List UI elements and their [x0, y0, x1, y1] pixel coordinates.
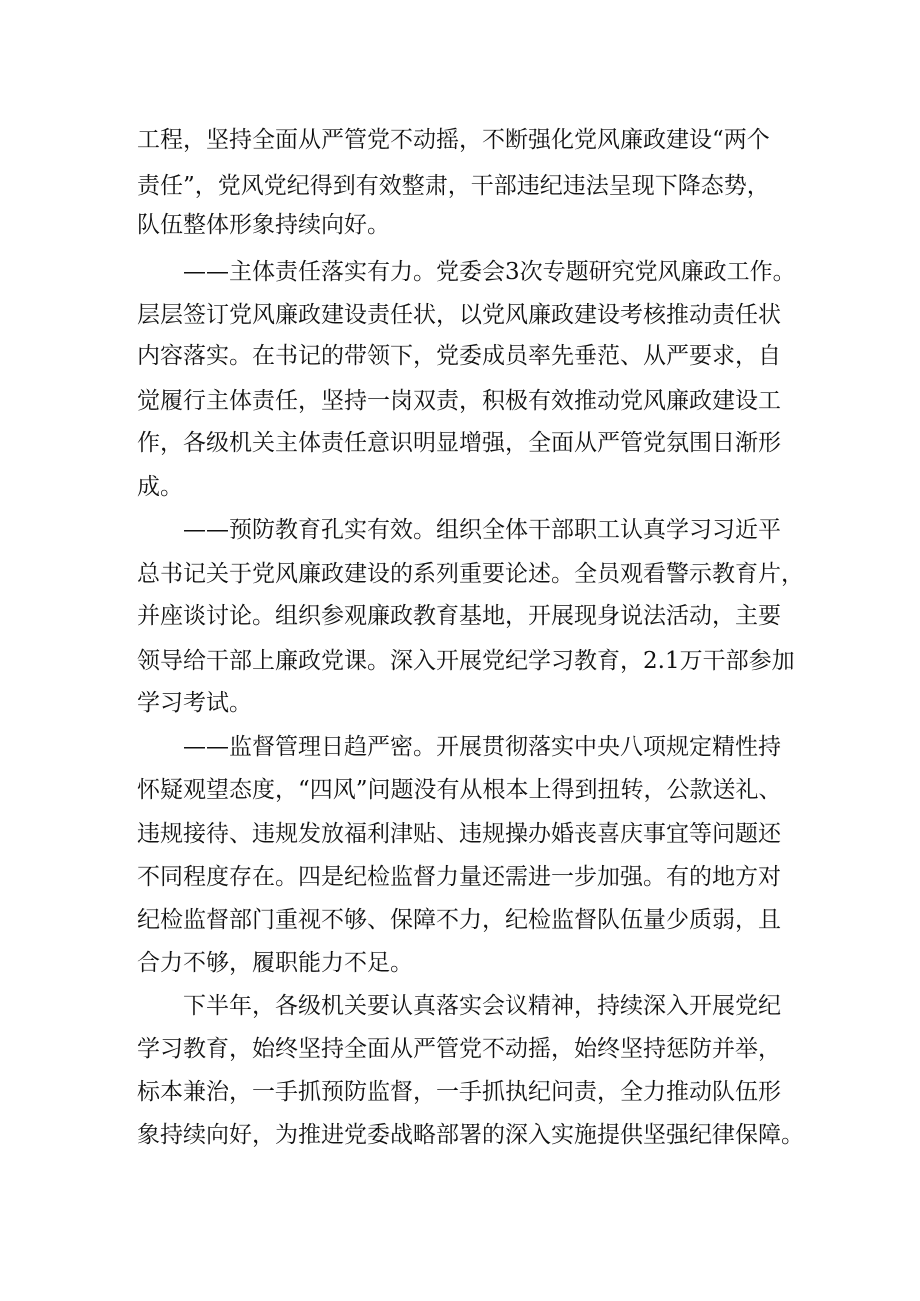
text-line: 纪检监督部门重视不够、保障不力，纪检监督队伍量少质弱，且 [137, 907, 781, 933]
text-line: 学习考试。 [137, 690, 252, 716]
text-line: 工程，坚持全面从严管党不动摇，不断强化党风廉政建设“两个 [137, 127, 770, 153]
text-line: 觉履行主体责任，坚持一岗双责，积极有效推动党风廉政建设工 [137, 388, 781, 414]
text-line: 队伍整体形象持续向好。 [137, 212, 390, 238]
text-line: 违规接待、违规发放福利津贴、违规操办婚丧喜庆事宜等问题还 [137, 821, 781, 847]
text-line: 领导给干部上廉政党课。深入开展党纪学习教育，2.1万干部参加 [137, 648, 795, 674]
text-line: 合力不够，履职能力不足。 [137, 950, 413, 976]
text-line: 怀疑观望态度，“四风”问题没有从根本上得到扭转，公款送礼、 [137, 777, 782, 803]
text-line: ——主体责任落实有力。党委会3次专题研究党风廉政工作。 [183, 259, 796, 285]
text-line: 并座谈讨论。组织参观廉政教育基地，开展现身说法活动，主要 [137, 603, 781, 629]
text-line: 标本兼治，一手抓预防监督，一手抓执纪问责，全力推动队伍形 [137, 1079, 781, 1105]
text-line: 成。 [137, 474, 183, 500]
text-line: 总书记关于党风廉政建设的系列重要论述。全员观看警示教育片， [137, 561, 804, 587]
text-line: 学习教育，始终坚持全面从严管党不动摇，始终坚持惩防并举， [137, 1036, 781, 1062]
text-line: 作，各级机关主体责任意识明显增强，全面从严管党氛围日渐形 [137, 430, 781, 456]
text-line: 内容落实。在书记的带领下，党委成员率先垂范、从严要求，自 [137, 343, 781, 369]
text-line: ——监督管理日趋严密。开展贯彻落实中央八项规定精性持 [183, 734, 781, 760]
text-line: 象持续向好，为推进党委战略部署的深入实施提供坚强纪律保障。 [137, 1122, 804, 1148]
text-line: 不同程度存在。四是纪检监督力量还需进一步加强。有的地方对 [137, 864, 781, 890]
text-line: 下半年，各级机关要认真落实会议精神，持续深入开展党纪 [183, 993, 781, 1019]
text-line: 责任”，党风党纪得到有效整肃，干部违纪违法呈现下降态势， [137, 173, 770, 199]
text-line: ——预防教育孔实有效。组织全体干部职工认真学习习近平 [183, 517, 781, 543]
text-line: 层层签订党风廉政建设责任状，以党风廉政建设考核推动责任状 [137, 302, 781, 328]
